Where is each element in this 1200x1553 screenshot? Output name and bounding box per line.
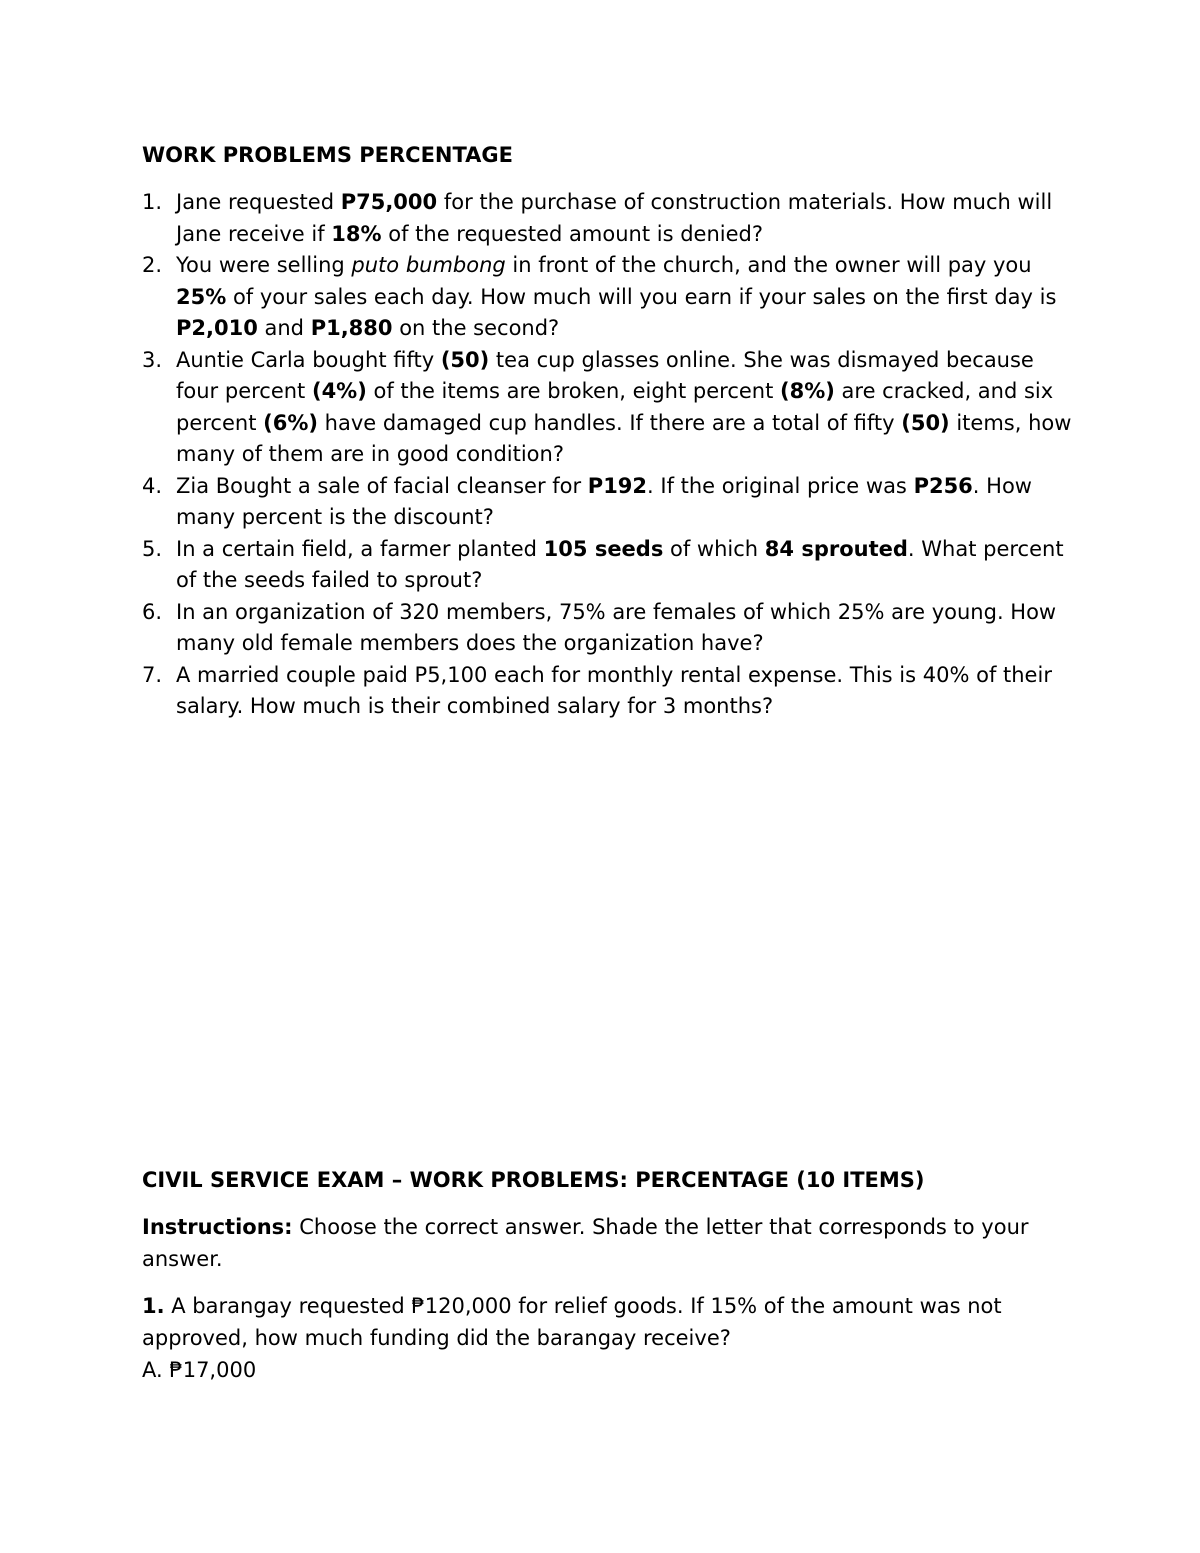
problem-number: 4.	[142, 473, 163, 498]
problem-item	[142, 534, 1072, 597]
bold-text: 25%	[176, 284, 227, 309]
problem-text: items, how many of them are in good condition?	[176, 410, 1072, 466]
problem-text: tea cup glasses online. She was dismayed because four percent	[176, 347, 1034, 403]
problem-text: on the second?	[392, 316, 560, 340]
bold-text: P1,880	[310, 316, 393, 340]
problem-text: You were selling	[176, 253, 352, 277]
problem-text: . If the original price was	[647, 473, 914, 498]
instructions-text: Choose the correct answer. Shade the letter that corresponds to your answer.	[142, 1215, 1029, 1271]
bold-text: 84 sprouted	[764, 536, 908, 561]
problem-item	[142, 345, 1072, 471]
problem-text: . How many percent is the discount?	[176, 473, 1032, 529]
problem-text: of the items are broken, eight percent	[366, 379, 781, 403]
question-number: 1.	[142, 1294, 165, 1318]
problem-item	[142, 187, 1072, 250]
bold-text: P2,010	[176, 316, 258, 340]
bold-text: (4%)	[311, 379, 367, 403]
bold-text: (8%)	[780, 379, 835, 403]
problem-text: In a certain field, a farmer planted	[176, 536, 544, 561]
problem-number: 2.	[142, 253, 163, 277]
exam-question-1	[142, 1291, 1072, 1354]
problem-text: in front of the church, and the owner will pay you	[505, 253, 1032, 277]
problem-number: 5.	[142, 536, 163, 561]
problem-text: of the requested amount is denied?	[381, 221, 763, 246]
instructions	[142, 1212, 1072, 1275]
problem-number: 1.	[142, 190, 163, 214]
problem-text: Zia Bought a sale of facial cleanser for	[176, 473, 588, 498]
bold-text: (6%)	[263, 410, 318, 435]
problem-item	[142, 660, 1072, 723]
problem-item	[142, 597, 1072, 660]
problem-text: for the purchase of construction materials. How much will Jane receive if	[176, 190, 1053, 246]
instructions-label: Instructions:	[142, 1215, 293, 1239]
problem-text: of your sales each day. How much will you earn if your sales on the first day is	[226, 284, 1057, 309]
section-title-work-problems: WORK PROBLEMS PERCENTAGE	[142, 143, 514, 167]
problem-text: A married couple paid P5,100 each for monthly rental expense. This is 40% of their salary. How much is their combined salary for 3 months?	[176, 662, 1052, 718]
bold-text: (50)	[901, 410, 950, 435]
problem-text: Auntie Carla bought fifty	[176, 347, 441, 372]
problem-text: . What percent of the seeds failed to sprout?	[176, 536, 1064, 592]
choice-a: A. ₱17,000	[142, 1358, 257, 1382]
section-title-civil-service-exam: CIVIL SERVICE EXAM – WORK PROBLEMS: PERCENTAGE (10 ITEMS)	[142, 1168, 925, 1192]
bold-text: 18%	[331, 221, 382, 246]
problem-number: 7.	[142, 662, 163, 687]
problem-number: 6.	[142, 599, 163, 624]
problem-list	[142, 187, 1072, 723]
problem-text: are cracked, and six percent	[176, 379, 1054, 435]
problem-text: of which	[663, 536, 765, 561]
bold-text: P75,000	[340, 190, 438, 214]
problem-item	[142, 471, 1072, 534]
problem-text: and	[257, 316, 311, 340]
problem-text: have damaged cup handles. If there are a total of fifty	[317, 410, 902, 435]
bold-text: P192	[587, 473, 648, 498]
problem-text: Jane requested	[176, 190, 341, 214]
italic-text: puto bumbong	[351, 253, 506, 277]
problem-item	[142, 250, 1072, 345]
problem-text: In an organization of 320 members, 75% are females of which 25% are young. How many old female members does the organization have?	[176, 599, 1057, 655]
bold-text: 105 seeds	[543, 536, 664, 561]
problem-number: 3.	[142, 347, 163, 372]
bold-text: P256	[913, 473, 973, 498]
bold-text: (50)	[440, 347, 490, 372]
question-text: A barangay requested ₱120,000 for relief goods. If 15% of the amount was not approved, how much funding did the barangay receive?	[142, 1294, 1002, 1350]
